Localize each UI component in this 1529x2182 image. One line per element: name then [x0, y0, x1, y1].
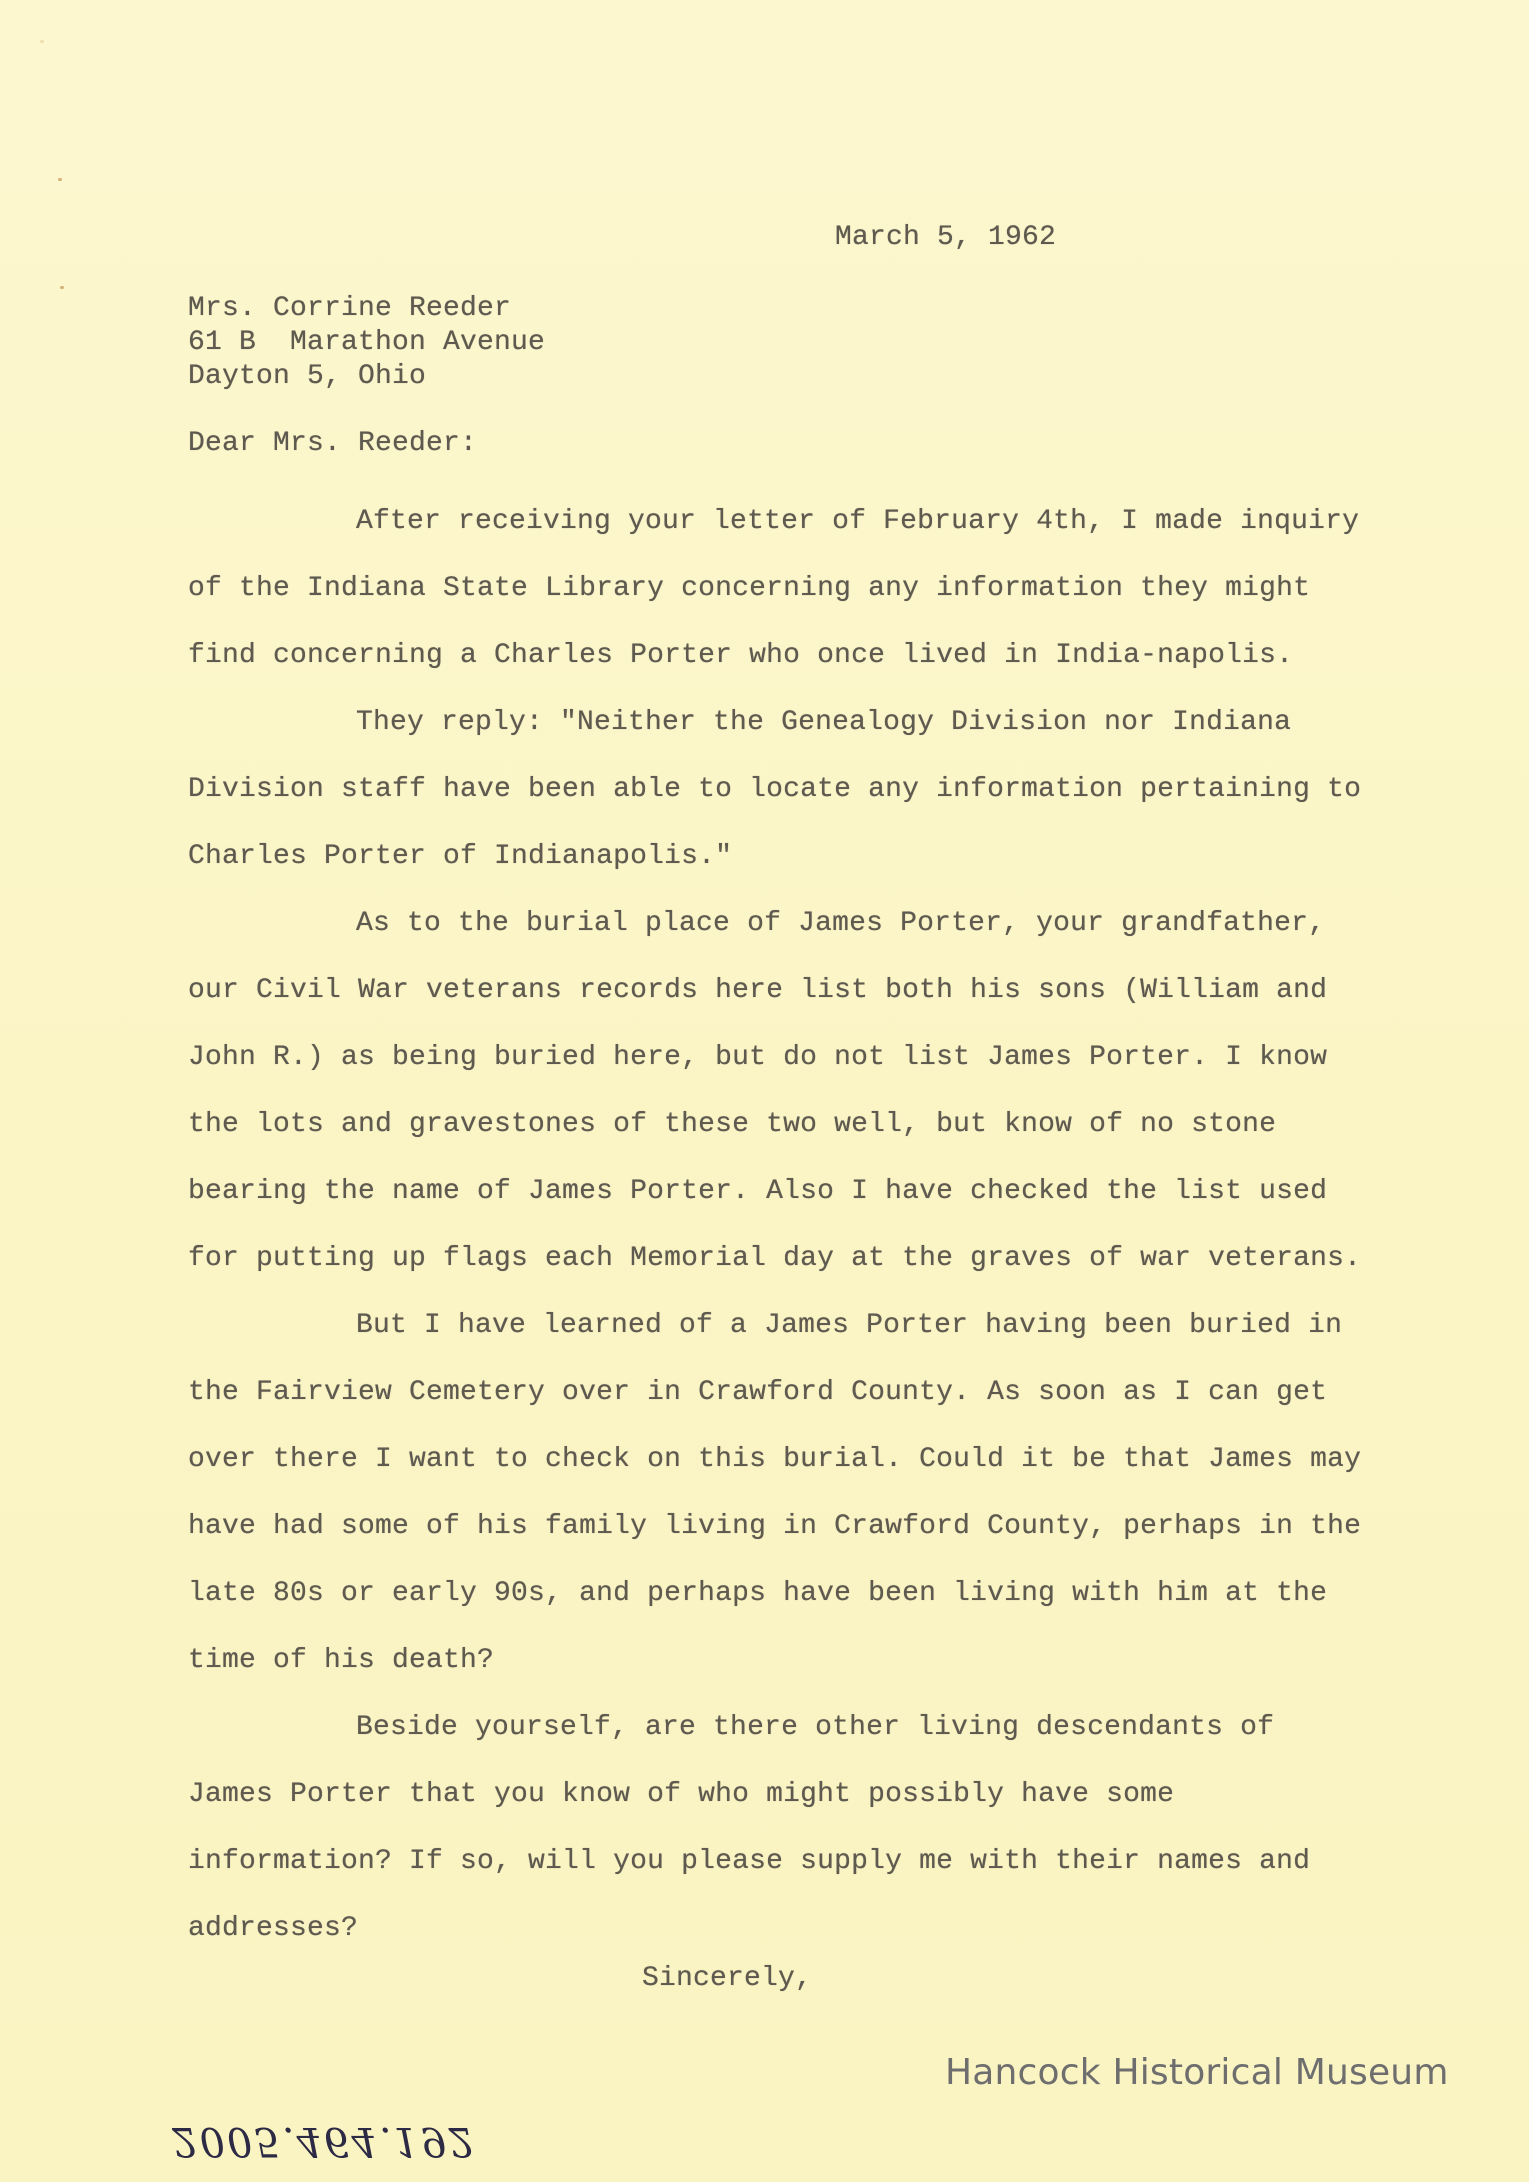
paragraph-1: After receiving your letter of February 4th, I made inquiry of the Indiana State Library concerning any information they might find concerning a Charles Porter who once lived in India-napolis.	[188, 506, 1360, 671]
salutation: Dear Mrs. Reeder:	[188, 428, 478, 459]
address-line-name: Mrs. Corrine Reeder	[188, 293, 512, 324]
address-line-city: Dayton 5, Ohio	[188, 361, 427, 392]
museum-watermark: Hancock Historical Museum	[945, 2052, 1449, 2093]
paper-speck	[40, 40, 44, 43]
letter-body	[188, 488, 1368, 1962]
paragraph-4: But I have learned of a James Porter having been buried in the Fairview Cemetery over in Crawford County. As soon as I can get over there I want to check on this burial. Could it be that James may have had some of his family living in Crawford County, perhaps in the late 80s or early 90s, and perhaps have been living with him at the time of his death?	[188, 1310, 1362, 1676]
paragraph-3: As to the burial place of James Porter, your grandfather, our Civil War veterans records here list both his sons (William and John R.) as being buried here, but do not list James Porter. I know the lots and gravestones of these two well, but know of no stone bearing the name of James Porter. Also I have checked the list used for putting up flags each Memorial day at the graves of war veterans.	[188, 908, 1362, 1274]
paragraph-5: Beside yourself, are there other living descendants of James Porter that you know of who might possibly have some information? If so, will you please supply me with their names and addresses?	[188, 1712, 1311, 1944]
paper-speck	[58, 178, 62, 181]
closing: Sincerely,	[642, 1963, 813, 1994]
paper-speck	[60, 286, 64, 289]
letter-date: March 5, 1962	[835, 222, 1057, 253]
recipient-address	[188, 292, 545, 394]
address-line-street: 61 B Marathon Avenue	[188, 327, 546, 358]
paragraph-2: They reply: "Neither the Genealogy Division nor Indiana Division staff have been able to locate any information pertaining to Charles Porter of Indianapolis."	[188, 707, 1362, 872]
handwritten-accession-number: 2005.464.192	[172, 2118, 476, 2164]
